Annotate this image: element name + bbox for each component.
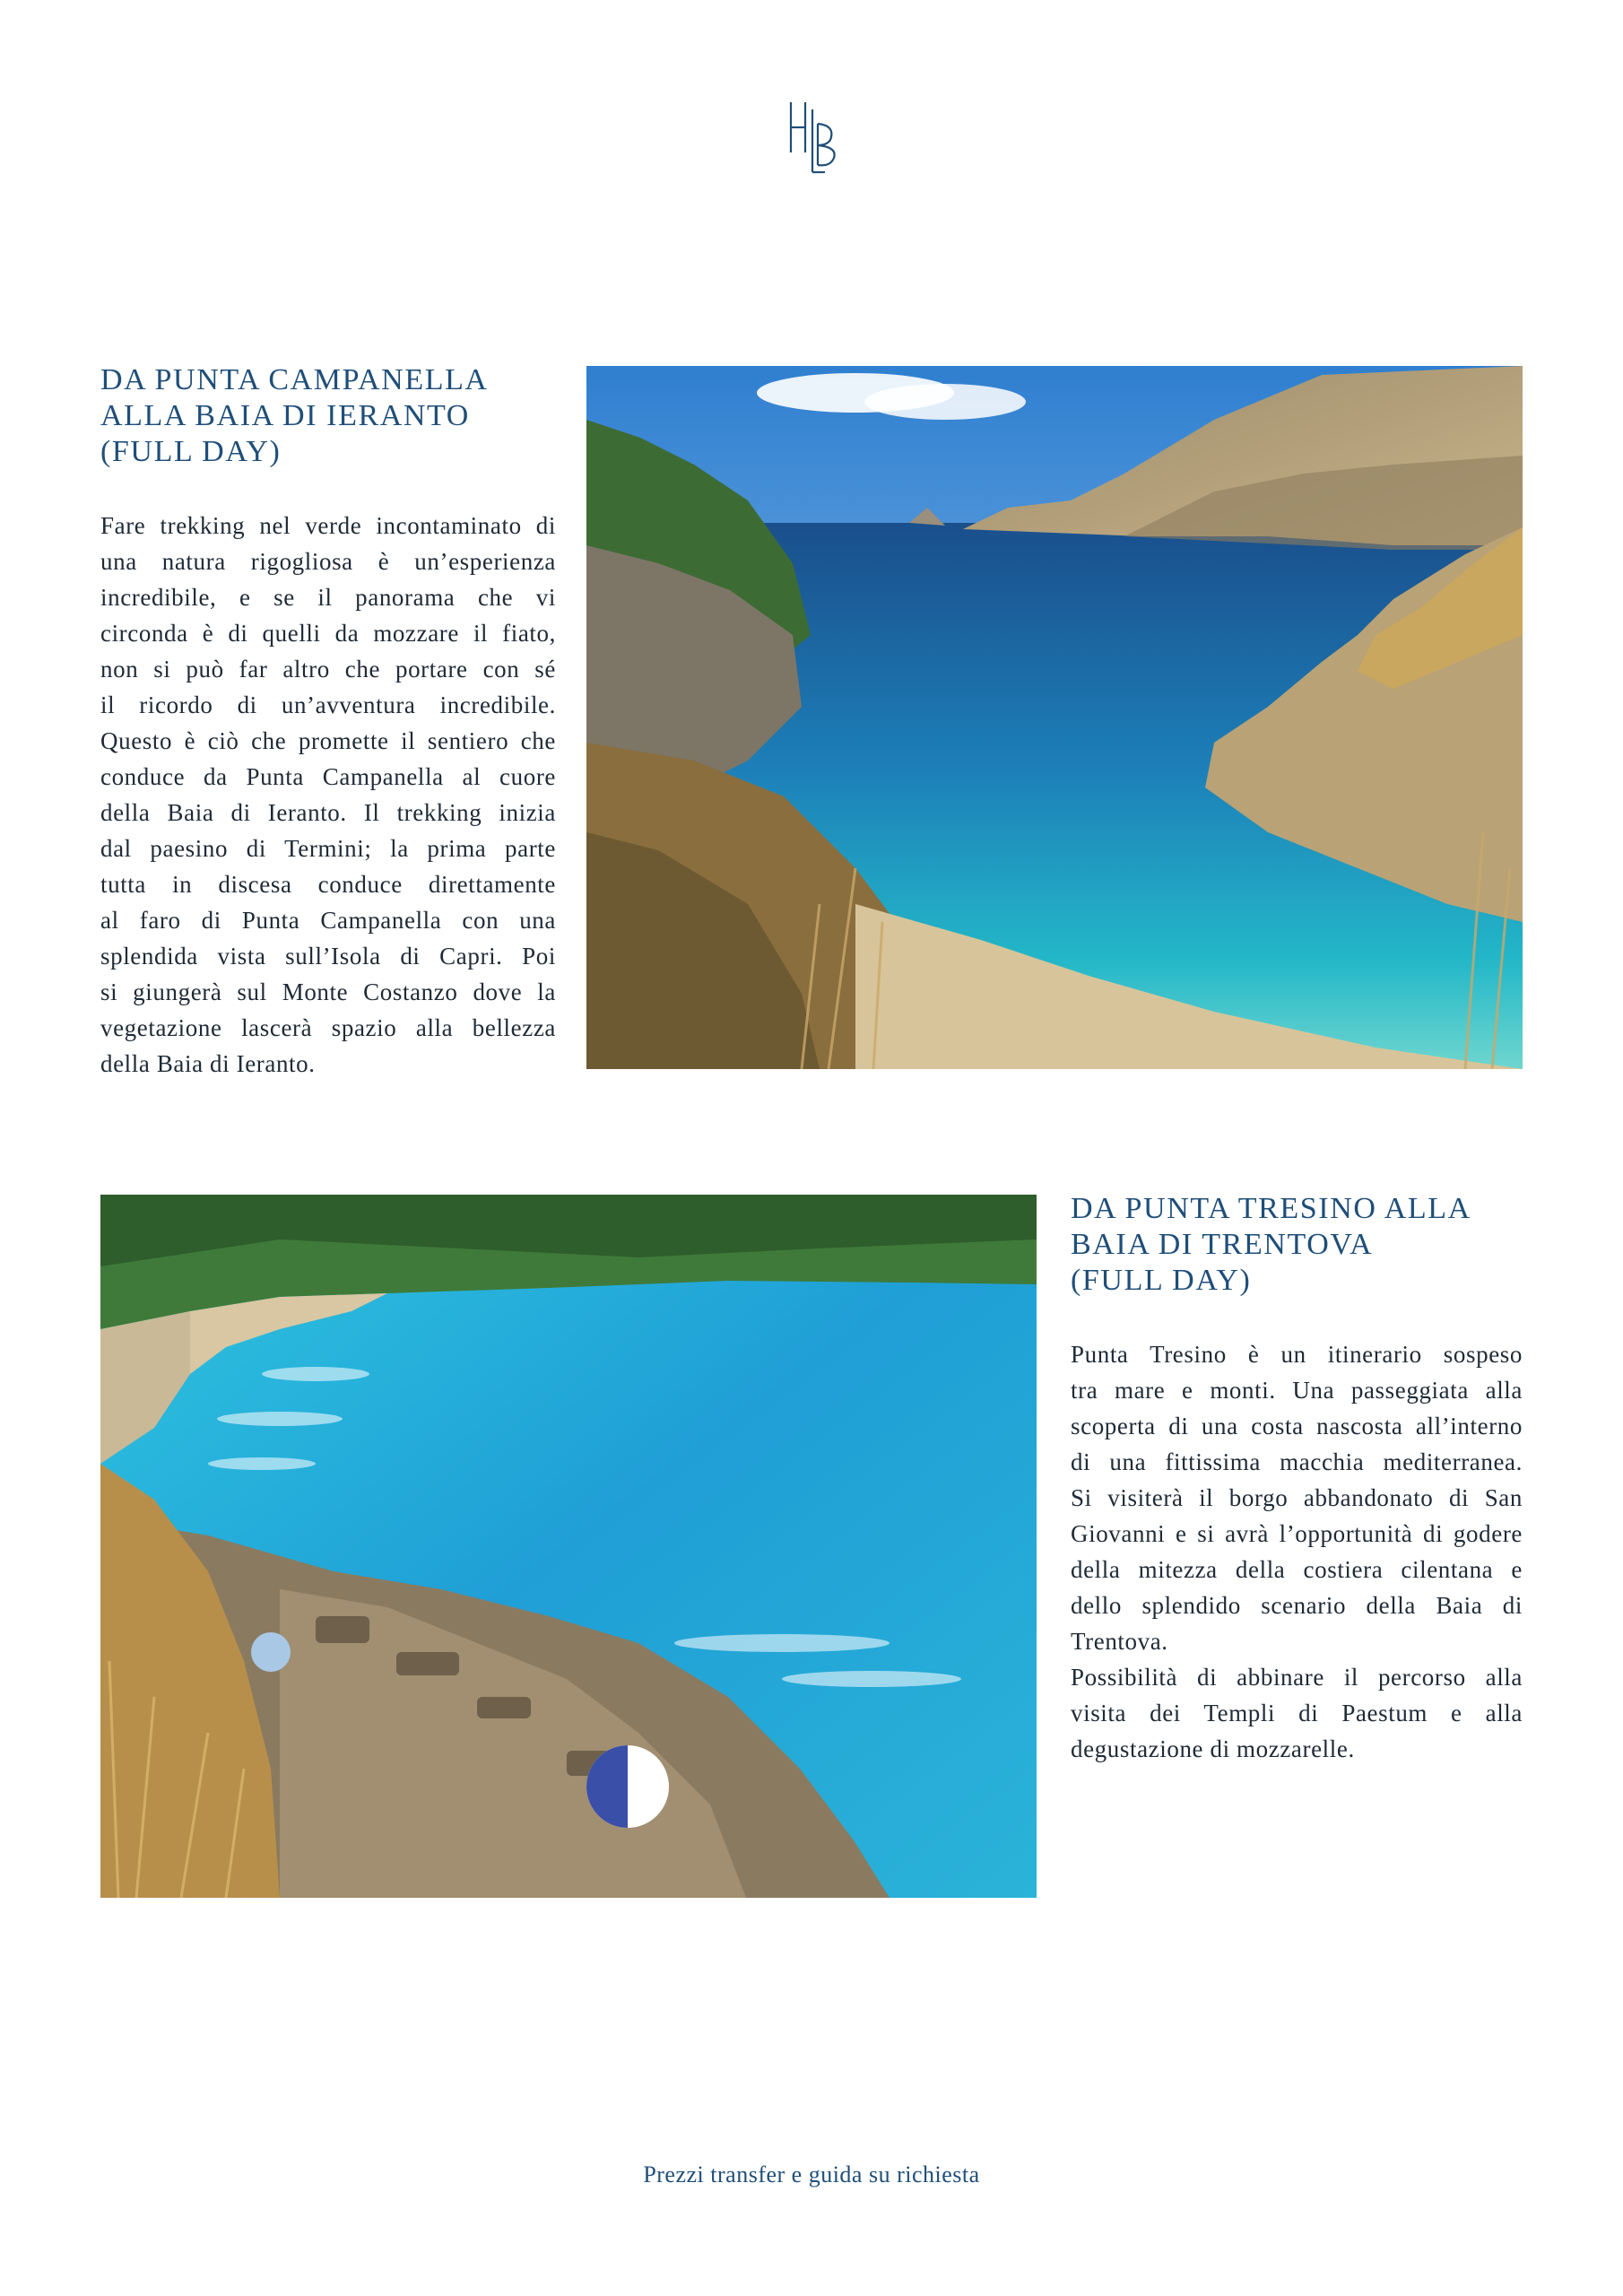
section2-body-line: tra mare e monti. Una passeggiata alla	[1071, 1377, 1523, 1404]
section1-body-line: non si può far altro che portare con sé	[100, 656, 556, 683]
section1-body-line: splendida vista sull’Isola di Capri. Poi	[100, 943, 556, 970]
section1-body-line: Questo è ciò che promette il sentiero che	[100, 727, 556, 754]
section2-body	[1071, 1336, 1523, 1767]
section1-heading-line: DA PUNTA CAMPANELLA	[100, 363, 489, 396]
footer-note: Prezzi transfer e guida su richiesta	[643, 2161, 980, 2187]
section2-body-line: Punta Tresino è un itinerario sospeso	[1071, 1341, 1523, 1368]
section1-body-line: della Baia di Ieranto. Il trekking inizia	[100, 799, 556, 826]
section2-body-line: Possibilità di abbinare il percorso alla	[1071, 1664, 1523, 1691]
trentova-bay-photo	[100, 1195, 1037, 1898]
hlb-monogram-icon	[785, 97, 841, 178]
section1-heading-line: (FULL DAY)	[100, 435, 282, 468]
section2-heading	[1071, 1191, 1471, 1299]
section2-body-line: Giovanni e si avrà l’opportunità di godere	[1071, 1520, 1523, 1547]
section1-heading	[100, 362, 489, 470]
section2-body-line: visita dei Templi di Paestum e alla	[1071, 1700, 1523, 1726]
section1-heading-line: ALLA BAIA DI IERANTO	[100, 399, 470, 432]
section2-heading-line: (FULL DAY)	[1071, 1264, 1252, 1297]
section1-body-line: dal paesino di Termini; la prima parte	[100, 835, 556, 862]
section1-body-line: conduce da Punta Campanella al cuore	[100, 763, 556, 790]
ieranto-bay-photo	[586, 366, 1523, 1069]
section1-body-line: si giungerà sul Monte Costanzo dove la	[100, 978, 556, 1005]
section2-body-line: Trentova.	[1071, 1628, 1168, 1655]
section1-body-line: incredibile, e se il panorama che vi	[100, 584, 556, 611]
section1-body-line: vegetazione lascerà spazio alla bellezza	[100, 1014, 556, 1041]
section1-body-line: al faro di Punta Campanella con una	[100, 907, 556, 934]
section2-body-line: Si visiterà il borgo abbandonato di San	[1071, 1484, 1523, 1511]
section2-body-line: di una fittissima macchia mediterranea.	[1071, 1448, 1523, 1475]
section1-body-line: il ricordo di un’avventura incredibile.	[100, 691, 556, 718]
section1-body-line: della Baia di Ieranto.	[100, 1050, 316, 1077]
section2-body-line: degustazione di mozzarelle.	[1071, 1735, 1355, 1762]
section1-body-line: Fare trekking nel verde incontaminato di	[100, 512, 556, 539]
section1-body-line: circonda è di quelli da mozzare il fiato,	[100, 620, 556, 647]
section1-body	[100, 508, 556, 1082]
section2-body-line: scoperta di una costa nascosta all’interno	[1071, 1413, 1523, 1439]
section1-body-line: una natura rigogliosa è un’esperienza	[100, 548, 556, 575]
section1-body-line: tutta in discesa conduce direttamente	[100, 871, 556, 898]
section2-body-line: della mitezza della costiera cilentana e	[1071, 1556, 1523, 1583]
section2-body-line: dello splendido scenario della Baia di	[1071, 1592, 1523, 1619]
section2-heading-line: DA PUNTA TRESINO ALLA	[1071, 1192, 1471, 1225]
section2-heading-line: BAIA DI TRENTOVA	[1071, 1228, 1374, 1261]
